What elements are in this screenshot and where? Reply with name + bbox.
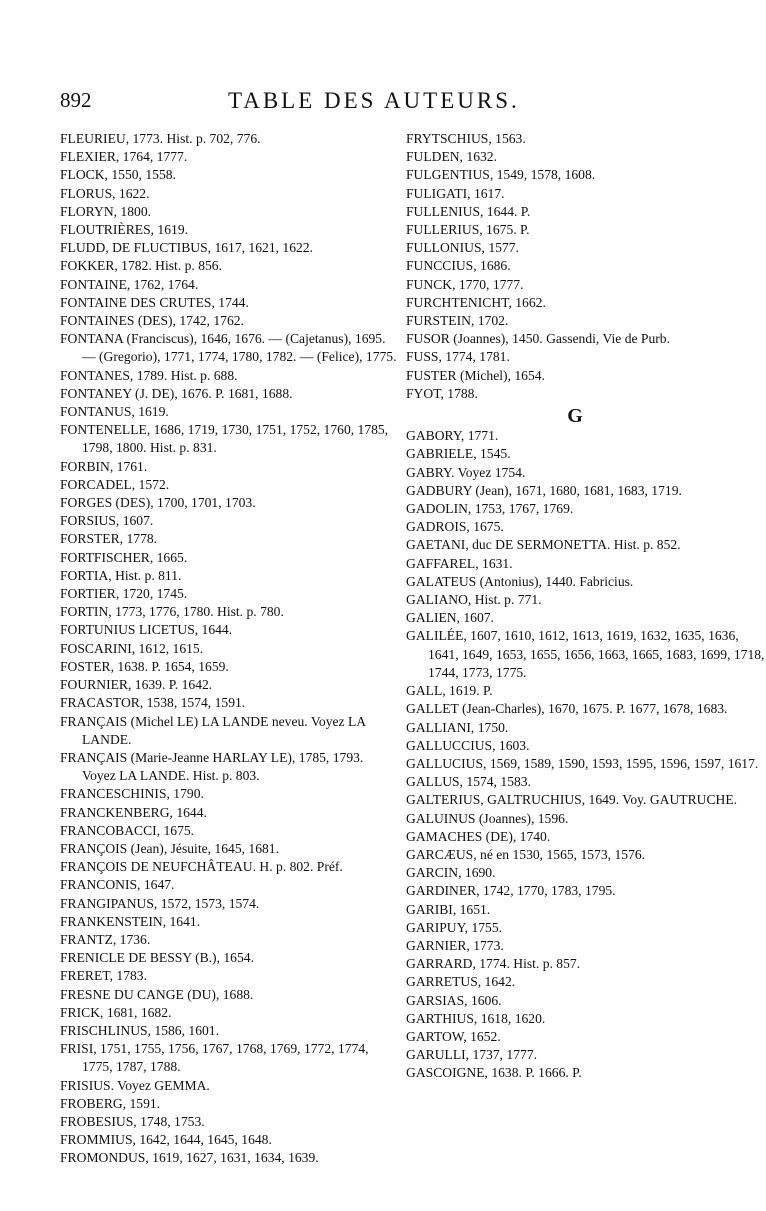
- index-entry: FORTIA, Hist. p. 811.: [60, 567, 182, 583]
- index-entry: FRENICLE DE BESSY (B.), 1654.: [60, 950, 254, 966]
- index-entry: FRANGIPANUS, 1572, 1573, 1574.: [60, 895, 260, 911]
- index-entry: FUSTER (Michel), 1654.: [406, 367, 545, 383]
- index-entry: GAETANI, duc DE SERMONETTA. Hist. p. 852.: [406, 537, 681, 553]
- index-entry: GALLUCIUS, 1569, 1589, 1590, 1593, 1595, 1596, 1597, 1617.: [406, 755, 759, 771]
- index-entry: FUSOR (Joannes), 1450. Gassendi, Vie de Purb.: [406, 331, 670, 347]
- index-entry: FULDEN, 1632.: [406, 149, 498, 165]
- index-entry: FRANCOBACCI, 1675.: [60, 822, 195, 838]
- index-entry: FRISCHLINUS, 1586, 1601.: [60, 1022, 219, 1038]
- index-entry: GALLET (Jean-Charles), 1670, 1675. P. 1677, 1678, 1683.: [406, 701, 728, 717]
- index-entry: FRANÇOIS DE NEUFCHÂTEAU. H. p. 802. Préf.: [60, 859, 343, 875]
- index-entry: FUNCCIUS, 1686.: [406, 258, 511, 274]
- index-entry: FONTAINE, 1762, 1764.: [60, 276, 199, 292]
- index-entry: FRYTSCHIUS, 1563.: [406, 131, 526, 146]
- index-entry: FRACASTOR, 1538, 1574, 1591.: [60, 695, 246, 711]
- index-entry: FOURNIER, 1639. P. 1642.: [60, 677, 213, 693]
- index-entry: GADBURY (Jean), 1671, 1680, 1681, 1683, 1719.: [406, 482, 682, 498]
- index-entry: GARIPUY, 1755.: [406, 919, 503, 935]
- index-entry: GARIBI, 1651.: [406, 901, 491, 917]
- index-entry: FLOCK, 1550, 1558.: [60, 167, 176, 183]
- index-entry: FULLONIUS, 1577.: [406, 240, 519, 256]
- index-entry: GARULLI, 1737, 1777.: [406, 1047, 538, 1063]
- index-entry: FORBIN, 1761.: [60, 458, 148, 474]
- index-entry: GARTHIUS, 1618, 1620.: [406, 1010, 546, 1026]
- index-entry: FLORUS, 1622.: [60, 185, 150, 201]
- index-entry: FRANCESCHINIS, 1790.: [60, 786, 204, 802]
- index-entry: GALILÉE, 1607, 1610, 1612, 1613, 1619, 1632, 1635, 1636, 1641, 1649, 1653, 1655, 1656, 1663, 1665, 1683, 1699, 1718, 1744, 1773, 1775.: [406, 628, 765, 680]
- right-column: [406, 130, 766, 1083]
- index-entry: FULLENIUS, 1644. P.: [406, 203, 531, 219]
- index-entry: FORSTER, 1778.: [60, 531, 158, 547]
- index-entry: GARCÆUS, né en 1530, 1565, 1573, 1576.: [406, 846, 646, 862]
- left-column: [60, 130, 398, 1168]
- index-entry: GABORY, 1771.: [406, 428, 499, 444]
- index-entry: FORTIN, 1773, 1776, 1780. Hist. p. 780.: [60, 604, 284, 620]
- index-entry: FULLERIUS, 1675. P.: [406, 222, 530, 238]
- index-entry: FOKKER, 1782. Hist. p. 856.: [60, 258, 223, 274]
- index-entry: FONTANUS, 1619.: [60, 404, 169, 420]
- index-entry: GARTOW, 1652.: [406, 1028, 501, 1044]
- index-entry: GADROIS, 1675.: [406, 519, 504, 535]
- index-entry: FRANCKENBERG, 1644.: [60, 804, 207, 820]
- index-entry: FRANÇAIS (Marie-Jeanne HARLAY LE), 1785, 1793. Voyez LA LANDE. Hist. p. 803.: [60, 749, 364, 784]
- index-entry: FONTANES, 1789. Hist. p. 688.: [60, 367, 238, 383]
- index-entry: FONTENELLE, 1686, 1719, 1730, 1751, 1752, 1760, 1785, 1798, 1800. Hist. p. 831.: [60, 422, 389, 456]
- index-entry: FORCADEL, 1572.: [60, 476, 170, 492]
- index-entry: GALUINUS (Joannes), 1596.: [406, 810, 569, 826]
- index-entry: FYOT, 1788.: [406, 385, 478, 401]
- index-entry: GADOLIN, 1753, 1767, 1769.: [406, 501, 574, 517]
- index-entry: FRANKENSTEIN, 1641.: [60, 913, 201, 929]
- index-entry: FORTFISCHER, 1665.: [60, 549, 188, 565]
- index-entry: FLORYN, 1800.: [60, 203, 152, 219]
- running-title: TABLE DES AUTEURS.: [228, 88, 520, 113]
- index-entry: GARRETUS, 1642.: [406, 974, 516, 990]
- index-entry: FRANÇOIS (Jean), Jésuite, 1645, 1681.: [60, 840, 280, 856]
- index-entry: FLEURIEU, 1773. Hist. p. 702, 776.: [60, 131, 261, 146]
- index-entry: FONTAINES (DES), 1742, 1762.: [60, 313, 244, 329]
- index-entry: FRICK, 1681, 1682.: [60, 1004, 172, 1020]
- index-entry: FROBESIUS, 1748, 1753.: [60, 1113, 205, 1129]
- index-entry: FLOUTRIÈRES, 1619.: [60, 222, 189, 238]
- index-entry: GALLUCCIUS, 1603.: [406, 737, 530, 753]
- page-header: [60, 88, 580, 118]
- index-entry: GARDINER, 1742, 1770, 1783, 1795.: [406, 883, 616, 899]
- index-entry: GALLUS, 1574, 1583.: [406, 774, 531, 790]
- page-number: 892: [60, 88, 92, 112]
- index-entry: FURCHTENICHT, 1662.: [406, 294, 546, 310]
- index-entry: FONTANA (Franciscus), 1646, 1676. — (Cajetanus), 1695. — (Gregorio), 1771, 1774, 1780, 1782. — (Felice), 1775.: [60, 331, 397, 365]
- index-entry: GALATEUS (Antonius), 1440. Fabricius.: [406, 573, 634, 589]
- index-entry: FONTANEY (J. DE), 1676. P. 1681, 1688.: [60, 385, 293, 401]
- index-entry: FRANÇAIS (Michel LE) LA LANDE neveu. Voyez LA LANDE.: [60, 713, 366, 747]
- index-entry: FRESNE DU CANGE (DU), 1688.: [60, 986, 254, 1002]
- index-entry: GABRY. Voyez 1754.: [406, 464, 526, 480]
- index-entry: FRANCONIS, 1647.: [60, 877, 175, 893]
- index-entry: FONTAINE DES CRUTES, 1744.: [60, 294, 249, 310]
- index-entry: FROBERG, 1591.: [60, 1095, 161, 1111]
- index-entry: GASCOIGNE, 1638. P. 1666. P.: [406, 1065, 582, 1081]
- index-entry: FUSS, 1774, 1781.: [406, 349, 510, 365]
- index-entry: FUNCK, 1770, 1777.: [406, 276, 524, 292]
- index-entry: FROMMIUS, 1642, 1644, 1645, 1648.: [60, 1132, 272, 1148]
- section-letter-heading: G: [567, 405, 583, 428]
- index-entry: FLUDD, DE FLUCTIBUS, 1617, 1621, 1622.: [60, 240, 314, 256]
- right-column-f-entries: [406, 130, 766, 403]
- index-entry: FRANTZ, 1736.: [60, 931, 151, 947]
- index-entry: GALIEN, 1607.: [406, 610, 494, 626]
- index-entry: FRERET, 1783.: [60, 968, 147, 984]
- index-entry: FOSCARINI, 1612, 1615.: [60, 640, 204, 656]
- index-entry: FOSTER, 1638. P. 1654, 1659.: [60, 658, 229, 674]
- index-entry: GALIANO, Hist. p. 771.: [406, 592, 542, 608]
- index-entry: FULGENTIUS, 1549, 1578, 1608.: [406, 167, 596, 183]
- index-entry: GARSIAS, 1606.: [406, 992, 502, 1008]
- index-entry: GARRARD, 1774. Hist. p. 857.: [406, 956, 581, 972]
- index-entry: GAMACHES (DE), 1740.: [406, 828, 551, 844]
- index-entry: FURSTEIN, 1702.: [406, 313, 509, 329]
- index-entry: GALL, 1619. P.: [406, 683, 493, 699]
- index-entry: GALTERIUS, GALTRUCHIUS, 1649. Voy. GAUTRUCHE.: [406, 792, 738, 808]
- index-entry: FLEXIER, 1764, 1777.: [60, 149, 188, 165]
- index-entry: GAFFAREL, 1631.: [406, 555, 513, 571]
- right-column-g-entries: [406, 427, 766, 1082]
- index-entry: FRISI, 1751, 1755, 1756, 1767, 1768, 1769, 1772, 1774, 1775, 1787, 1788.: [60, 1041, 369, 1075]
- index-entry: GARNIER, 1773.: [406, 937, 504, 953]
- index-entry: FROMONDUS, 1619, 1627, 1631, 1634, 1639.: [60, 1150, 319, 1166]
- index-entry: GALLIANI, 1750.: [406, 719, 509, 735]
- index-entry: FORTIER, 1720, 1745.: [60, 586, 188, 602]
- index-entry: FRISIUS. Voyez GEMMA.: [60, 1077, 210, 1093]
- index-entry: FULIGATI, 1617.: [406, 185, 505, 201]
- index-entry: FORTUNIUS LICETUS, 1644.: [60, 622, 233, 638]
- index-entry: GABRIELE, 1545.: [406, 446, 511, 462]
- index-entry: FORGES (DES), 1700, 1701, 1703.: [60, 495, 256, 511]
- index-entry: FORSIUS, 1607.: [60, 513, 154, 529]
- index-entry: GARCIN, 1690.: [406, 865, 496, 881]
